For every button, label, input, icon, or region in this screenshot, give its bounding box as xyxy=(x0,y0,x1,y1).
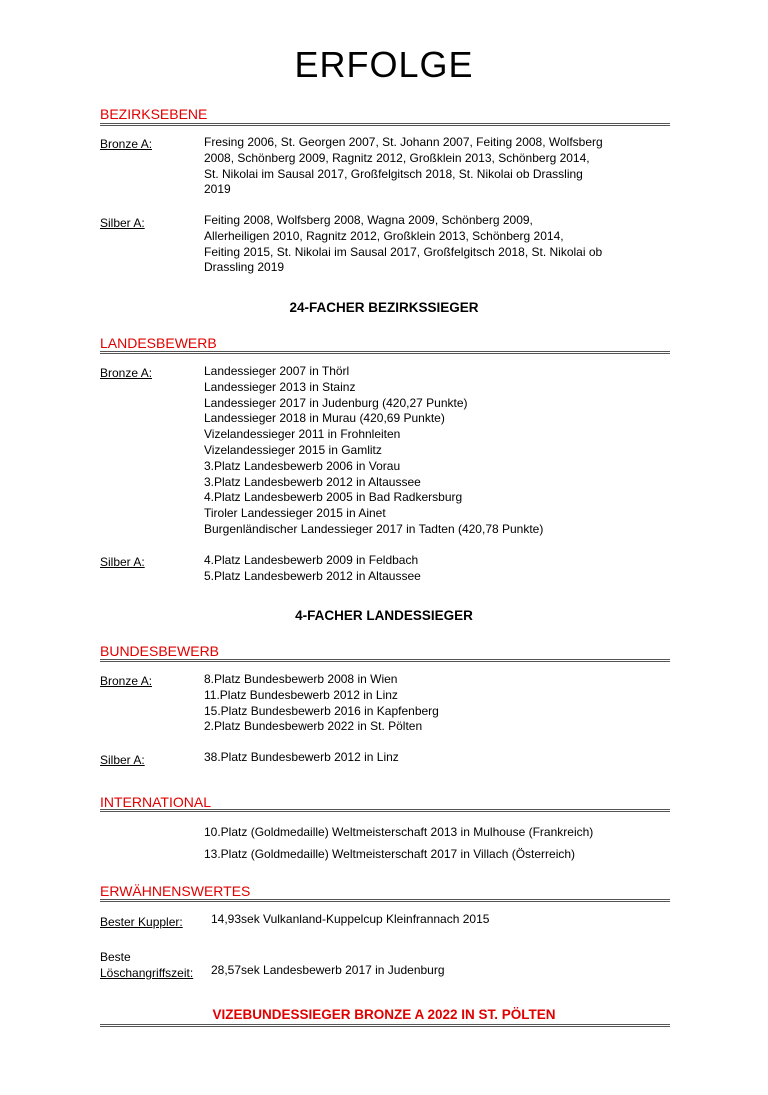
label-beste-line1: Beste xyxy=(100,950,131,964)
text-line: 5.Platz Landesbewerb 2012 in Altaussee xyxy=(204,568,421,583)
text-line: 4.Platz Landesbewerb 2005 in Bad Radkersburg xyxy=(204,490,463,505)
text-line: Allerheiligen 2010, Ragnitz 2012, Großklein 2013, Schönberg 2014, xyxy=(204,228,564,243)
summary-landessieger: 4-FACHER LANDESSIEGER xyxy=(295,608,473,623)
text-line: 2019 xyxy=(204,182,231,197)
bundes-silber-text xyxy=(204,750,644,766)
section-divider xyxy=(100,659,670,662)
label-silber-a: Silber A: xyxy=(100,216,145,230)
text-line: 3.Platz Landesbewerb 2006 in Vorau xyxy=(204,458,401,473)
text-line: Landessieger 2017 in Judenburg (420,27 Punkte) xyxy=(204,395,468,410)
text-line: 15.Platz Bundesbewerb 2016 in Kapfenberg xyxy=(204,703,439,718)
label-bronze-a: Bronze A: xyxy=(100,137,153,151)
text-line: 4.Platz Landesbewerb 2009 in Feldbach xyxy=(204,553,419,567)
bezirk-bronze-text xyxy=(204,135,644,198)
label-silber-a: Silber A: xyxy=(100,753,145,767)
text-line: Vizelandessieger 2011 in Frohnleiten xyxy=(204,427,401,442)
section-heading-bundesbewerb: BUNDESBEWERB xyxy=(100,643,220,659)
text-line: Fresing 2006, St. Georgen 2007, St. Johann 2007, Feiting 2008, Wolfsberg xyxy=(204,135,603,149)
text-line: Drassling 2019 xyxy=(204,260,285,275)
footer-divider xyxy=(100,1024,670,1027)
section-divider xyxy=(100,899,670,902)
section-divider xyxy=(100,809,670,812)
footer-highlight: VIZEBUNDESSIEGER BRONZE A 2022 IN ST. PÖLTEN xyxy=(212,1007,556,1022)
text-line: Feiting 2008, Wolfsberg 2008, Wagna 2009, Schönberg 2009, xyxy=(204,213,533,227)
text-line: Vizelandessieger 2015 in Gamlitz xyxy=(204,442,382,457)
section-heading-bezirksebene: BEZIRKSEBENE xyxy=(100,106,208,122)
label-loeschangriffszeit: Löschangriffszeit: xyxy=(100,966,194,980)
landes-silber-text xyxy=(204,553,644,585)
text-line: 3.Platz Landesbewerb 2012 in Altaussee xyxy=(204,474,421,489)
text-line: Feiting 2015, St. Nikolai im Sausal 2017, Großfelgitsch 2018, St. Nikolai ob xyxy=(204,244,603,259)
text-line: 10.Platz (Goldmedaille) Weltmeisterschaft 2013 in Mulhouse (Frankreich) xyxy=(204,825,594,839)
section-divider xyxy=(100,351,670,354)
label-bester-kuppler: Bester Kuppler: xyxy=(100,915,183,929)
landes-bronze-text xyxy=(204,364,644,538)
text-line: 2.Platz Bundesbewerb 2022 in St. Pölten xyxy=(204,719,423,734)
text-line: Landessieger 2018 in Murau (420,69 Punkte) xyxy=(204,411,445,426)
text-line: 11.Platz Bundesbewerb 2012 in Linz xyxy=(204,687,398,702)
text-line: Burgenländischer Landessieger 2017 in Tadten (420,78 Punkte) xyxy=(204,521,544,536)
loeschangriffszeit-value: 28,57sek Landesbewerb 2017 in Judenburg xyxy=(211,963,445,977)
international-text xyxy=(204,821,644,865)
bezirk-silber-text xyxy=(204,213,644,276)
label-bronze-a: Bronze A: xyxy=(100,674,153,688)
kuppler-value: 14,93sek Vulkanland-Kuppelcup Kleinfrannach 2015 xyxy=(211,912,490,926)
text-line: 8.Platz Bundesbewerb 2008 in Wien xyxy=(204,672,398,686)
text-line: 38.Platz Bundesbewerb 2012 in Linz xyxy=(204,750,399,764)
summary-bezirkssieger: 24-FACHER BEZIRKSSIEGER xyxy=(289,300,479,315)
page-title: ERFOLGE xyxy=(294,44,474,85)
text-line: St. Nikolai im Sausal 2017, Großfelgitsch 2018, St. Nikolai ob Drassling xyxy=(204,166,583,181)
label-silber-a: Silber A: xyxy=(100,555,145,569)
section-heading-international: INTERNATIONAL xyxy=(100,794,211,810)
text-line: Landessieger 2007 in Thörl xyxy=(204,364,350,378)
text-line: 2008, Schönberg 2009, Ragnitz 2012, Großklein 2013, Schönberg 2014, xyxy=(204,150,590,165)
section-divider xyxy=(100,123,670,126)
label-bronze-a: Bronze A: xyxy=(100,366,153,380)
text-line: 13.Platz (Goldmedaille) Weltmeisterschaft 2017 in Villach (Österreich) xyxy=(204,847,576,861)
text-line: Landessieger 2013 in Stainz xyxy=(204,379,356,394)
text-line: Tiroler Landessieger 2015 in Ainet xyxy=(204,506,386,521)
section-heading-erwaehnenswertes: ERWÄHNENSWERTES xyxy=(100,883,251,899)
bundes-bronze-text xyxy=(204,672,644,735)
section-heading-landesbewerb: LANDESBEWERB xyxy=(100,335,217,351)
